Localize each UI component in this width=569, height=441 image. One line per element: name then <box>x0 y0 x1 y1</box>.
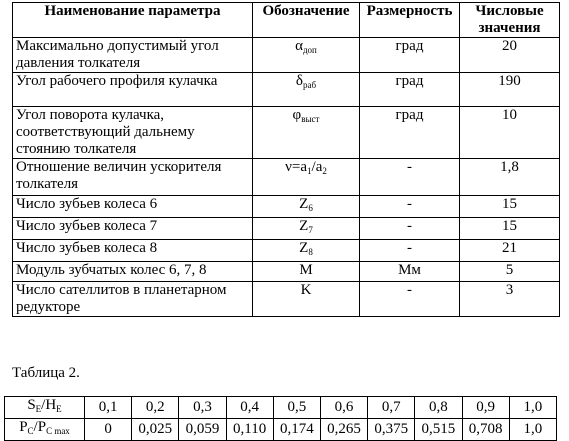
param-unit: Мм <box>360 262 460 282</box>
param-symbol: M <box>253 262 360 282</box>
parameters-table <box>12 2 560 317</box>
param-symbol: $\delta_{раб}$ <box>253 73 360 107</box>
param-value: 190 <box>460 73 560 107</box>
table-cell: 0,375 <box>368 419 415 441</box>
table-row <box>13 38 560 73</box>
param-unit: - <box>360 282 460 317</box>
table-row <box>13 282 560 317</box>
param-value: 15 <box>460 218 560 240</box>
table-cell: 0,059 <box>179 419 226 441</box>
header-value: Числовые значения <box>460 3 560 38</box>
param-unit: - <box>360 196 460 218</box>
table-cell: 0,8 <box>415 397 462 419</box>
table-cell: 0,6 <box>320 397 367 419</box>
param-value: 21 <box>460 240 560 262</box>
param-name: Отношение величин ускорителя толкателя <box>13 159 253 196</box>
table-cell: 0,9 <box>462 397 509 419</box>
table-cell: 0,025 <box>132 419 179 441</box>
header-unit: Размерность <box>360 3 460 38</box>
param-name: Угол рабочего профиля кулачка <box>13 73 253 107</box>
param-name: Число зубьев колеса 8 <box>13 240 253 262</box>
param-symbol: $Z_7$ <box>253 218 360 240</box>
param-value: 15 <box>460 196 560 218</box>
table-row <box>13 240 560 262</box>
param-unit: - <box>360 240 460 262</box>
param-unit: град <box>360 38 460 73</box>
table-header-row <box>13 3 560 38</box>
table-cell: 0,708 <box>462 419 509 441</box>
header-parameter-name: Наименование параметра <box>13 3 253 38</box>
table-cell: 0,4 <box>226 397 273 419</box>
param-value: 10 <box>460 107 560 159</box>
table-cell: 1,0 <box>509 419 556 441</box>
param-unit: град <box>360 73 460 107</box>
param-unit: град <box>360 107 460 159</box>
param-symbol: $\varphi_{выст}$ <box>253 107 360 159</box>
param-symbol: $Z_6$ <box>253 196 360 218</box>
param-value: 1,8 <box>460 159 560 196</box>
table-row <box>13 262 560 282</box>
table-cell: 0,174 <box>273 419 320 441</box>
table-row <box>13 159 560 196</box>
param-value: 20 <box>460 38 560 73</box>
table-cell: 0,110 <box>226 419 273 441</box>
param-name: Максимально допустимый угол давления толкателя <box>13 38 253 73</box>
table-cell: 1,0 <box>509 397 556 419</box>
param-unit: - <box>360 159 460 196</box>
table-row <box>13 218 560 240</box>
table-row <box>13 73 560 107</box>
param-name: Число зубьев колеса 6 <box>13 196 253 218</box>
row-label-pc-pcmax: $P_C/P_{C max}$ <box>5 419 85 441</box>
table-cell: 0,1 <box>85 397 132 419</box>
table-cell: 0,7 <box>368 397 415 419</box>
table-cell: 0 <box>85 419 132 441</box>
param-value: 5 <box>460 262 560 282</box>
param-name: Число сателлитов в планетарном редукторе <box>13 282 253 317</box>
param-name: Угол поворота кулачка, соответствующий дальнему стоянию толкателя <box>13 107 253 159</box>
table-cell: 0,5 <box>273 397 320 419</box>
param-name: Число зубьев колеса 7 <box>13 218 253 240</box>
table-row <box>13 107 560 159</box>
param-unit: - <box>360 218 460 240</box>
param-name: Модуль зубчатых колес 6, 7, 8 <box>13 262 253 282</box>
table-row <box>13 196 560 218</box>
param-symbol: $Z_8$ <box>253 240 360 262</box>
param-value: 3 <box>460 282 560 317</box>
table-cell: 0,265 <box>320 419 367 441</box>
table-cell: 0,2 <box>132 397 179 419</box>
param-symbol: $\nu=a_1/a_2$ <box>253 159 360 196</box>
table-caption: Таблица 2. <box>12 365 80 381</box>
param-symbol: K <box>253 282 360 317</box>
table-row <box>5 397 557 419</box>
table-cell: 0,515 <box>415 419 462 441</box>
ratio-table <box>4 396 557 441</box>
row-label-se-he: $S_E/H_E$ <box>5 397 85 419</box>
table-cell: 0,3 <box>179 397 226 419</box>
table-row <box>5 419 557 441</box>
param-symbol: $\alpha_{доп}$ <box>253 38 360 73</box>
header-symbol: Обозначение <box>253 3 360 38</box>
